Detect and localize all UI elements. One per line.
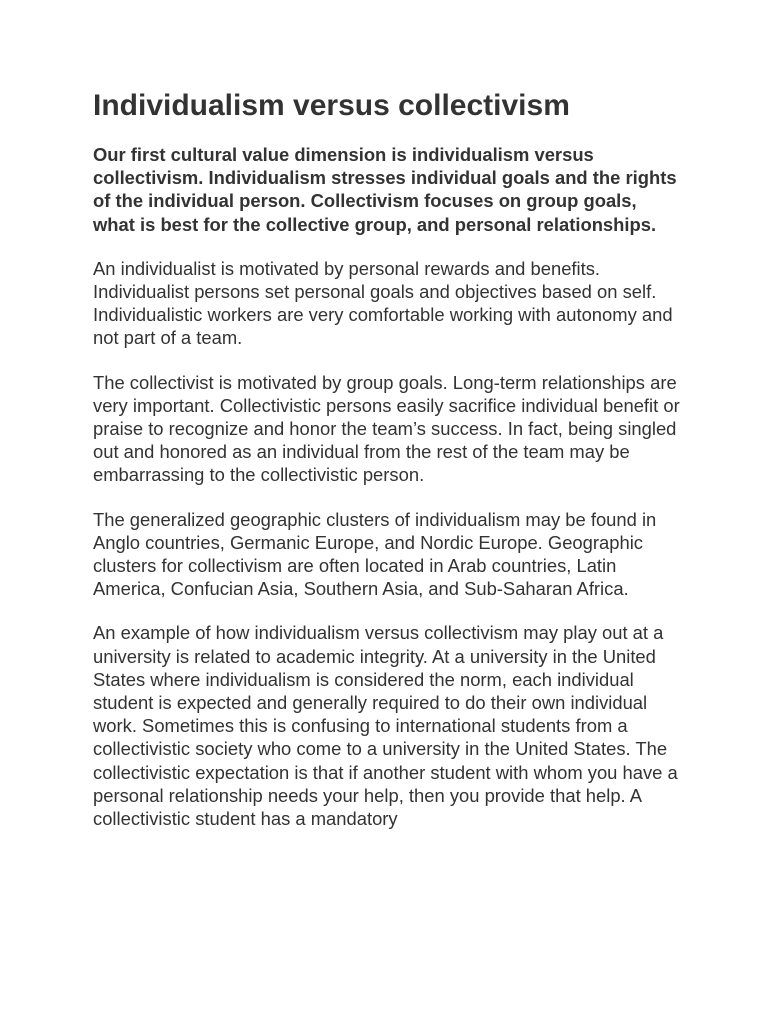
lead-paragraph: Our first cultural value dimension is individualism versus collectivism. Individualism stresses individual goals and the rights of the individual person. Collectivism focuses on group goals, what is best for the collective group, and personal relationships. — [93, 144, 677, 235]
page-title: Individualism versus collectivism — [93, 89, 570, 122]
body-paragraph-collectivist: The collectivist is motivated by group goals. Long-term relationships are very important. Collectivistic persons easily sacrifice individual benefit or praise to recognize and honor the team’s success. In fact, being singled out and honored as an individual from the rest of the team may be embarrassing to the collectivistic person. — [93, 371, 680, 486]
body-paragraph-individualist: An individualist is motivated by personal rewards and benefits. Individualist persons set personal goals and objectives based on self. Individualistic workers are very comfortable working with autonomy and not part of a team. — [93, 257, 673, 349]
body-paragraph-university-example: An example of how individualism versus collectivism may play out at a university is related to academic integrity. At a university in the United States where individualism is considered the norm, each individual student is expected and generally required to do their own individual work. Sometimes this is confusing to international students from a collectivistic society who come to a university in the United States. The collectivistic expectation is that if another student with whom you have a personal relationship needs your help, then you provide that help. A collectivistic student has a mandatory — [93, 622, 678, 830]
document-page — [93, 88, 683, 851]
body-paragraph-geographic-clusters: The generalized geographic clusters of individualism may be found in Anglo countries, Germanic Europe, and Nordic Europe. Geographic clusters for collectivism are often located in Arab countries, Latin America, Confucian Asia, Southern Asia, and Sub-Saharan Africa. — [93, 508, 657, 600]
